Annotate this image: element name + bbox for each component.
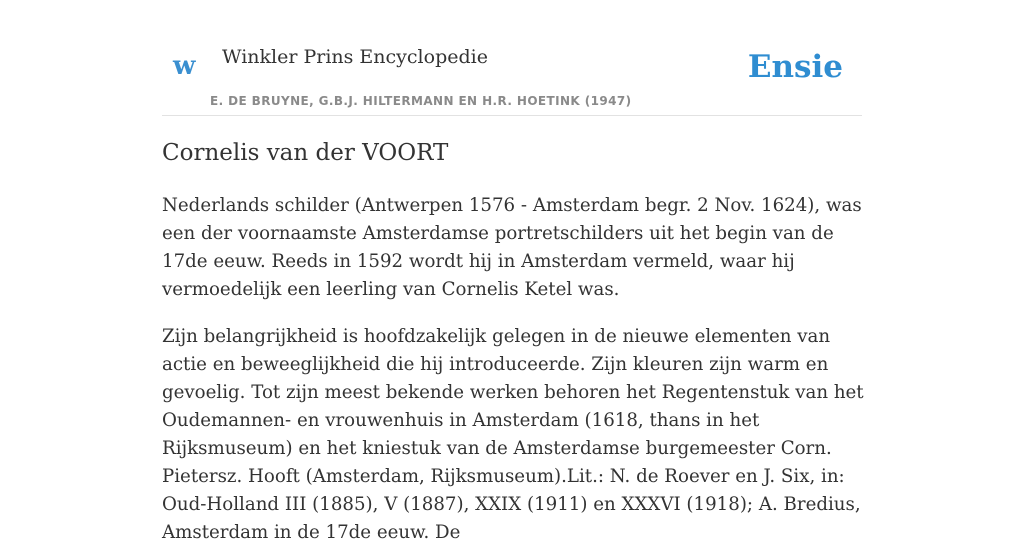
publication-authors: E. DE BRUYNE, G.B.J. HILTERMANN EN H.R. HOETINK (1947) [210, 94, 632, 108]
ensie-logo-link[interactable]: Ensie [747, 49, 843, 85]
publication-title[interactable]: Winkler Prins Encyclopedie [222, 46, 488, 68]
article-paragraph: Zijn belangrijkheid is hoofdzakelijk gelegen in de nieuwe elementen van actie en beweeglijkheid die hij introduceerde. Zijn kleuren zijn warm en gevoelig. Tot zijn meest bekende werken behoren het Regentenstuk van het Oudemannen- en vrouwenhuis in Amsterdam (1618, thans in het Rijksmuseum) en het kniestuk van de Amsterdamse burgemeester Corn. Pietersz. Hooft (Amsterdam, Rijksmuseum).Lit.: N. de Roever en J. Six, in: Oud-Holland III (1885), V (1887), XXIX (1911) en XXXVI (1918); A. Bredius, Amsterdam in de 17de eeuw. De [162, 326, 864, 543]
header [162, 0, 862, 116]
publication-logo[interactable]: w [173, 51, 196, 81]
page-container [162, 0, 864, 543]
article-title: Cornelis van der VOORT [162, 140, 449, 166]
article-paragraph: Nederlands schilder (Antwerpen 1576 - Amsterdam begr. 2 Nov. 1624), was een der voornaamste Amsterdamse portretschilders uit het begin van de 17de eeuw. Reeds in 1592 wordt hij in Amsterdam vermeld, waar hij vermoedelijk een leerling van Cornelis Ketel was. [162, 195, 862, 300]
